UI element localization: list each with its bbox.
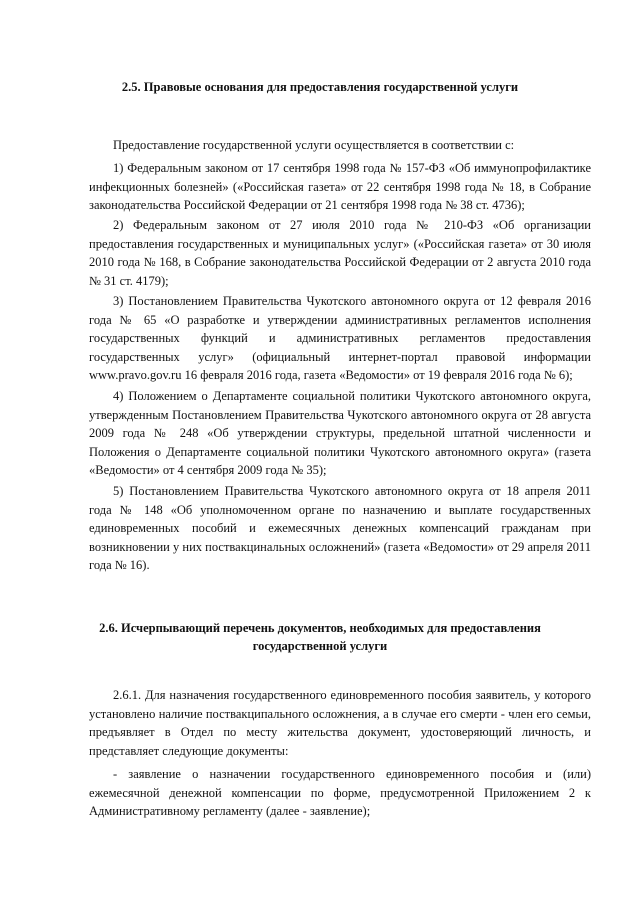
section-2-6-heading-line-1: 2.6. Исчерпывающий перечень документов, необходимых для предоставления — [99, 621, 541, 635]
section-2-6-heading-line-2: государственной услуги — [252, 639, 388, 653]
section-2-5-heading: 2.5. Правовые основания для предоставления государственной услуги — [121, 80, 519, 94]
legal-basis-item-4: 4) Положением о Департаменте социальной политики Чукотского автономного округа, утвержденным Постановлением Правительства Чукотского автономного округа от 28 августа 2009 года № 248 «Об утверждении структуры, предельной штатной численности и Положения о Департаменте социальной политики Чукотского автономного округа» (газета «Ведомости» от 4 сентября 2009 года № 35); — [89, 389, 591, 477]
paragraph-2-6-1: 2.6.1. Для назначения государственного единовременного пособия заявитель, у которого установлено наличие поствакципального осложнения, а в случае его смерти - член его семьи, предъявляет в Отдел по месту жительства документ, удостоверяющий личность, и представляет следующие документы: — [89, 688, 591, 758]
legal-basis-item-2: 2) Федеральным законом от 27 июля 2010 года № 210-ФЗ «Об организации предоставления государственных и муниципальных услуг» («Российская газета» от 30 июля 2010 года № 168, в Собрание законодательства Российской Федерации от 2 августа 2010 года № 31 ст. 4179); — [89, 218, 591, 288]
legal-basis-item-3: 3) Постановлением Правительства Чукотского автономного округа от 12 февраля 2016 года № 65 «О разработке и утверждении административных регламентов исполнения государственных функций и административных регламентов предоставления государственных услуг» (официальный интернет-портал правовой информации www.pravo.gov.ru 16 февраля 2016 года, газета «Ведомости» от 19 февраля 2016 года № 6); — [89, 294, 591, 382]
legal-basis-item-1: 1) Федеральным законом от 17 сентября 1998 года № 157-ФЗ «Об иммунопрофилактике инфекционных болезней» («Российская газета» от 22 сентября 1998 года № 18, в Собрание законодательства Российской Федерации от 21 сентября 1998 года № 38 ст. 4736); — [89, 161, 591, 212]
section-2-5-intro: Предоставление государственной услуги осуществляется в соответствии с: — [113, 138, 515, 152]
document-list-item-1: - заявление о назначении государственного единовременного пособия и (или) ежемесячной денежной компенсации по форме, предусмотренной Приложением 2 к Административному регламенту (далее - заявление); — [89, 767, 591, 818]
legal-basis-item-5: 5) Постановлением Правительства Чукотского автономного округа от 18 апреля 2011 года № 148 «Об уполномоченном органе по назначению и выплате государственных единовременных пособий и ежемесячных денежных компенсаций гражданам при возникновении у них поствакцинальных осложнений» (газета «Ведомости» от 29 апреля 2011 года № 16). — [89, 484, 591, 572]
